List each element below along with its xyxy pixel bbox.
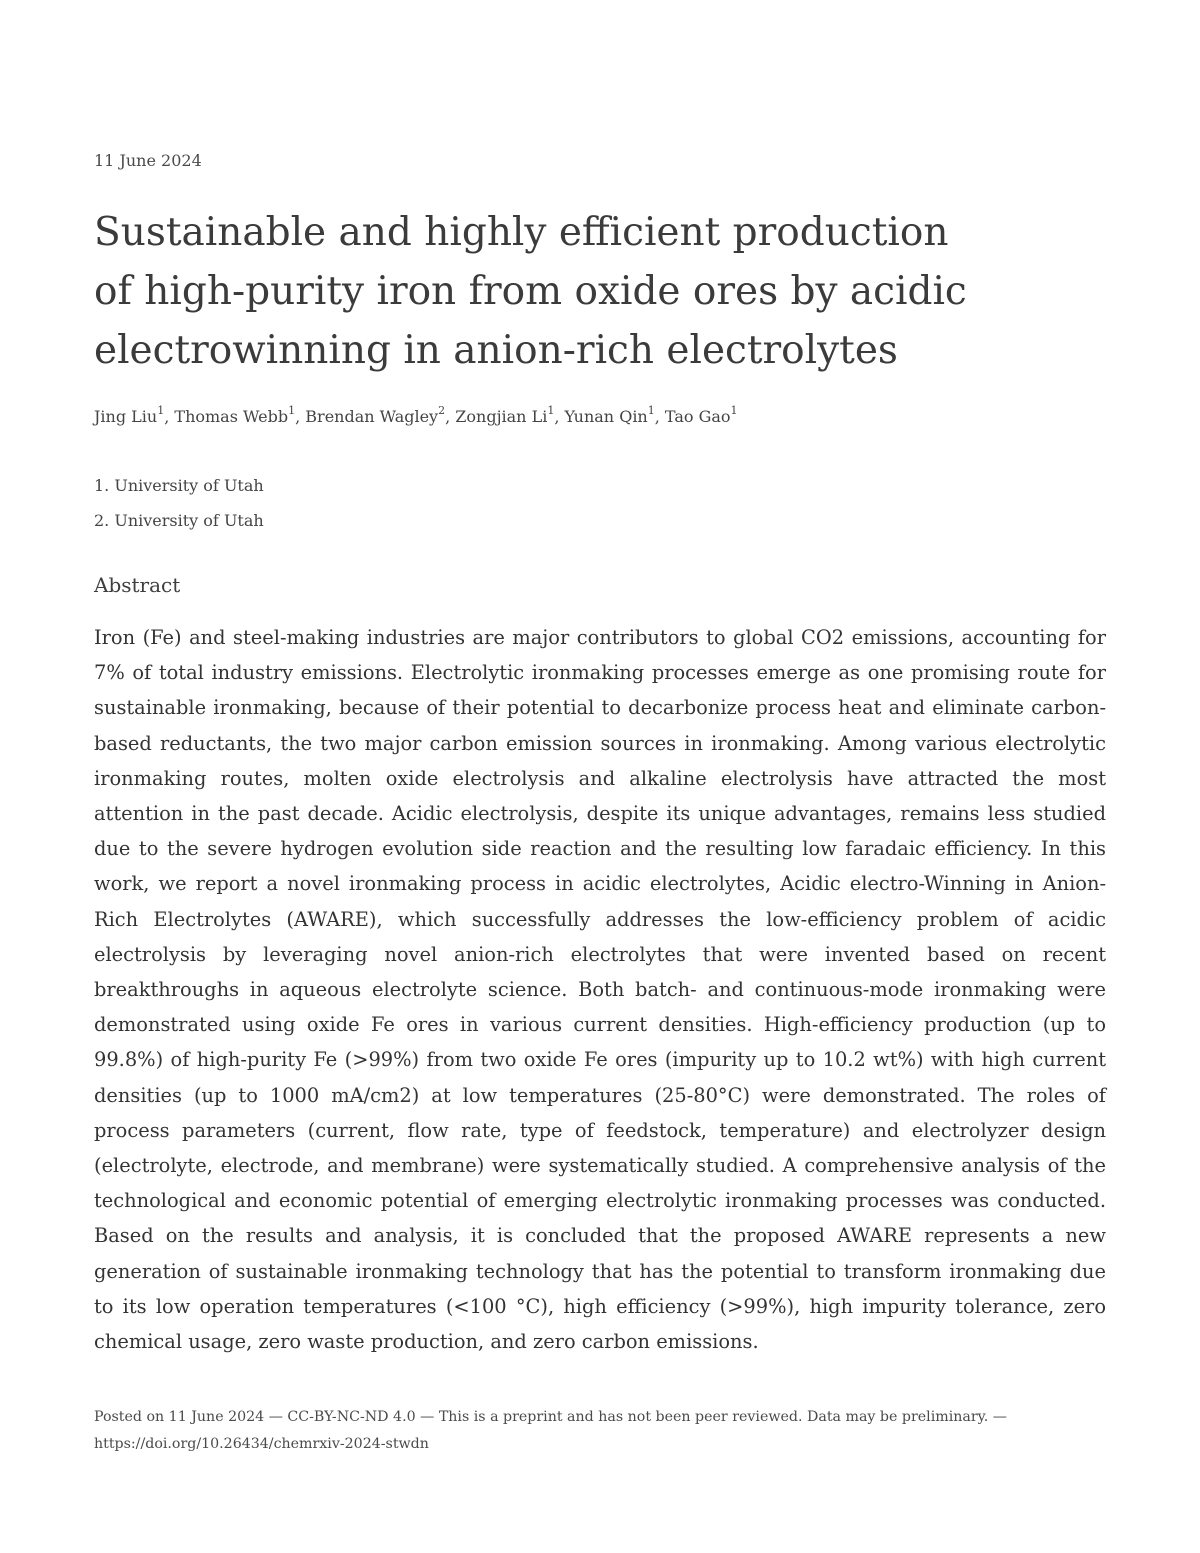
author-affiliation-marker: 1 — [730, 404, 738, 417]
author-name: Thomas Webb — [174, 407, 289, 427]
author — [455, 404, 555, 427]
paper-title: Sustainable and highly efficient production of high-purity iron from oxide ores by acidic electrowinning in anion-rich electrolytes — [94, 210, 967, 373]
author-name: Zongjian Li — [455, 407, 548, 427]
author-separator: , — [164, 407, 175, 427]
publication-date: 11 June 2024 — [94, 151, 202, 170]
preprint-footer: Posted on 11 June 2024 — CC-BY-NC-ND 4.0 — This is a preprint and has not been peer reviewed. Data may be preliminary. — https://doi.org/10.26434/chemrxiv-2024-stwdn — [94, 1409, 1007, 1452]
author-affiliation-marker: 2 — [438, 404, 446, 417]
author-affiliation-marker: 1 — [547, 404, 555, 417]
author-list — [94, 406, 738, 426]
author-name: Tao Gao — [664, 407, 731, 427]
author-affiliation-marker: 1 — [288, 404, 296, 417]
author — [174, 404, 296, 427]
author — [664, 404, 738, 427]
author-separator: , — [654, 407, 665, 427]
author-separator: , — [295, 407, 306, 427]
abstract-heading: Abstract — [94, 573, 181, 597]
affiliation-item: 1. University of Utah — [94, 476, 264, 495]
author-name: Yunan Qin — [564, 407, 648, 427]
author — [305, 404, 446, 427]
author-name: Jing Liu — [94, 407, 158, 427]
author — [564, 404, 655, 427]
author — [94, 404, 165, 427]
abstract-body: Iron (Fe) and steel-making industries are major contributors to global CO2 emissions, accounting for 7% of total industry emissions. Electrolytic ironmaking processes emerge as one promising route for sustainable ironmaking, because of their potential to decarbonize process heat and eliminate carbon-based reductants, the two major carbon emission sources in ironmaking. Among various electrolytic ironmaking routes, molten oxide electrolysis and alkaline electrolysis have attracted the most attention in the past decade. Acidic electrolysis, despite its unique advantages, remains less studied due to the severe hydrogen evolution side reaction and the resulting low faradaic efficiency. In this work, we report a novel ironmaking process in acidic electrolytes, Acidic electro-Winning in Anion-Rich Electrolytes (AWARE), which successfully addresses the low-efficiency problem of acidic electrolysis by leveraging novel anion-rich electrolytes that were invented based on recent breakthroughs in aqueous electrolyte science. Both batch- and continuous-mode ironmaking were demonstrated using oxide Fe ores in various current densities. High-efficiency production (up to 99.8%) of high-purity Fe (>99%) from two oxide Fe ores (impurity up to 10.2 wt%) with high current densities (up to 1000 mA/cm2) at low temperatures (25-80°C) were demonstrated. The roles of process parameters (current, flow rate, type of feedstock, temperature) and electrolyzer design (electrolyte, electrode, and membrane) were systematically studied. A comprehensive analysis of the technological and economic potential of emerging electrolytic ironmaking processes was conducted. Based on the results and analysis, it is concluded that the proposed AWARE represents a new generation of sustainable ironmaking technology that has the potential to transform ironmaking due to its low operation temperatures (<100 °C), high efficiency (>99%), high impurity tolerance, zero chemical usage, zero waste production, and zero carbon emissions. — [94, 626, 1106, 1354]
affiliation-item: 2. University of Utah — [94, 511, 264, 530]
author-separator: , — [445, 407, 456, 427]
author-separator: , — [554, 407, 565, 427]
affiliation-list — [94, 474, 264, 544]
author-affiliation-marker: 1 — [157, 404, 165, 417]
author-affiliation-marker: 1 — [647, 404, 655, 417]
author-name: Brendan Wagley — [305, 407, 439, 427]
